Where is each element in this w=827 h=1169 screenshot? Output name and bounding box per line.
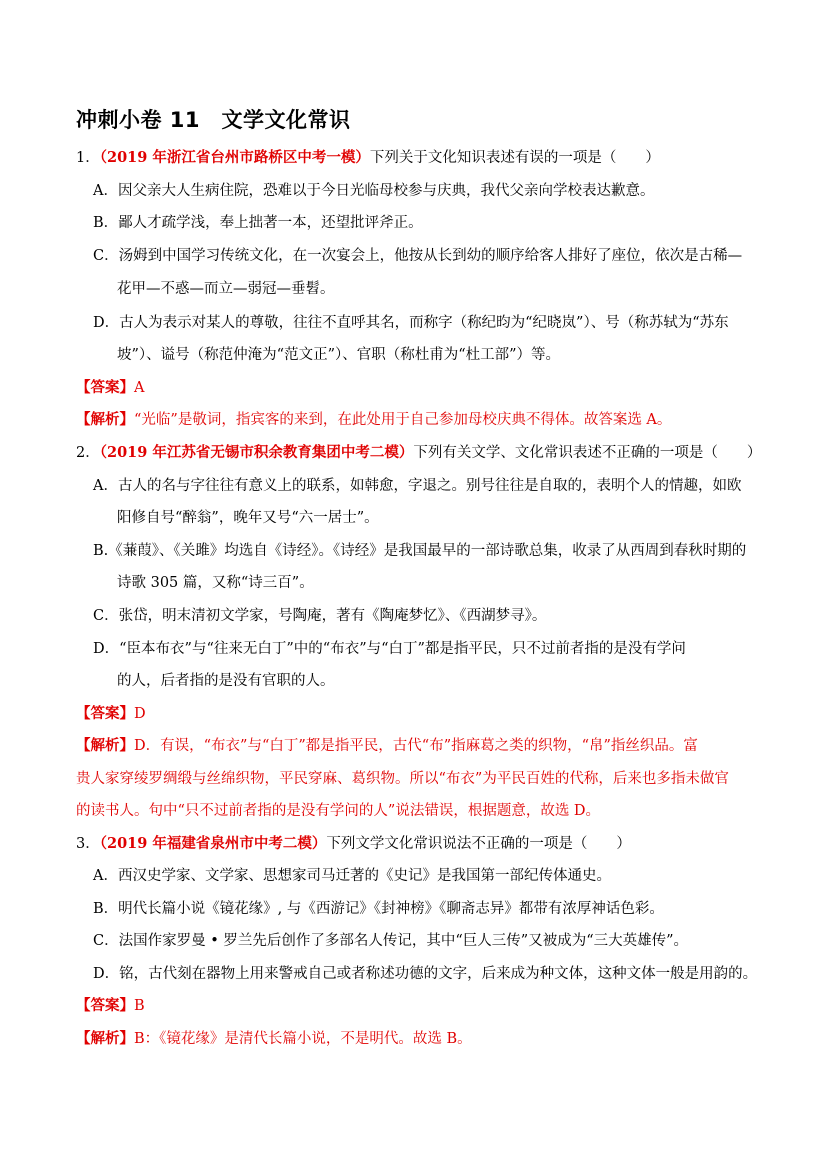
answer-line (76, 704, 146, 724)
option-d: D．“臣本布衣”与“往来无白丁”中的“布衣”与“白丁”都是指平民，只不过前者指的是没有学问 (93, 641, 686, 657)
answer-value: B (134, 998, 145, 1014)
option-c: C．汤姆到中国学习传统文化，在一次宴会上，他按从长到幼的顺序给客人排好了座位，依次是古稀— (93, 248, 743, 264)
option-a-continued: 阳修自号“醉翁”，晚年又号“六一居士”。 (117, 510, 379, 526)
answer-line (76, 996, 145, 1016)
option-a: A．古人的名与字往往有意义上的联系，如韩愈，字退之。别号往往是自取的，表明个人的情趣，如欧 (93, 478, 742, 494)
option-d: D．古人为表示对某人的尊敬，往往不直呼其名，而称字（称纪昀为“纪晓岚”）、号（称苏轼为“苏东 (93, 315, 729, 331)
analysis-line-2: 贵人家穿绫罗绸缎与丝绵织物，平民穿麻、葛织物。所以“布衣”为平民百姓的代称，后来也多指未做官 (76, 771, 729, 787)
analysis-line (76, 736, 698, 756)
analysis-label: 【解析】 (76, 737, 134, 754)
question-text: 下列有关文学、文化常识表述不正确的一项是（ ） (413, 445, 762, 461)
option-a: A．西汉史学家、文学家、思想家司马迁著的《史记》是我国第一部纪传体通史。 (93, 868, 611, 884)
question-3-stem (76, 834, 631, 854)
question-number: 2． (76, 445, 100, 461)
question-text: 下列文学文化常识说法不正确的一项是（ ） (326, 836, 631, 852)
question-number: 3． (76, 836, 100, 852)
question-source: （2019 年浙江省台州市路桥区中考一模） (99, 149, 370, 166)
analysis-text: “光临”是敬词，指宾客的来到，在此处用于自己参加母校庆典不得体。故答案选 A。 (134, 412, 672, 428)
analysis-line (76, 1029, 472, 1049)
analysis-line-3: 的读书人。句中“只不过前者指的是没有学问的人”说法错误，根据题意，故选 D。 (76, 803, 601, 819)
question-1-stem (76, 148, 660, 168)
question-number: 1． (76, 150, 100, 166)
answer-line (76, 378, 144, 398)
option-c-continued: 花甲—不惑—而立—弱冠—垂髫。 (117, 281, 335, 297)
option-d: D．铭，古代刻在器物上用来警戒自己或者称述功德的文字，后来成为种文体，这种文体一般是用韵的。 (93, 966, 758, 982)
answer-label: 【答案】 (76, 997, 134, 1014)
option-b: B．鄙人才疏学浅，奉上拙著一本，还望批评斧正。 (93, 215, 423, 231)
analysis-line (76, 410, 671, 430)
question-source: （2019 年福建省泉州市中考二模） (99, 835, 327, 852)
answer-value: D (134, 706, 146, 722)
option-b: B.《蒹葭》、《关雎》均选自《诗经》。《诗经》是我国最早的一部诗歌总集，收录了从西周到春秋时期的 (93, 543, 747, 559)
answer-label: 【答案】 (76, 379, 134, 396)
analysis-text: B：《镜花缘》是清代长篇小说，不是明代。故选 B。 (134, 1031, 472, 1047)
option-a: A．因父亲大人生病住院，恐难以于今日光临母校参与庆典，我代父亲向学校表达歉意。 (93, 183, 655, 199)
option-c: C．法国作家罗曼 • 罗兰先后创作了多部名人传记，其中“巨人三传”又被成为“三大英雄传”。 (93, 933, 689, 949)
question-text: 下列关于文化知识表述有误的一项是（ ） (369, 150, 660, 166)
analysis-label: 【解析】 (76, 1030, 134, 1047)
option-b-continued: 诗歌 305 篇，又称“诗三百”。 (117, 575, 314, 591)
option-d-continued: 的人，后者指的是没有官职的人。 (117, 673, 335, 689)
answer-label: 【答案】 (76, 705, 134, 722)
option-c: C．张岱，明末清初文学家，号陶庵，著有《陶庵梦忆》、《西湖梦寻》。 (93, 608, 547, 624)
answer-value: A (134, 380, 145, 396)
question-source: （2019 年江苏省无锡市积余教育集团中考二模） (99, 444, 414, 461)
option-d-continued: 坡”）、谥号（称范仲淹为“范文正”）、官职（称杜甫为“杜工部”）等。 (117, 347, 561, 363)
analysis-label: 【解析】 (76, 411, 134, 428)
analysis-text: D．有误，“布衣”与“白丁”都是指平民，古代“布”指麻葛之类的织物，“帛”指丝织品。富 (134, 738, 698, 754)
page-title: 冲刺小卷 11 文学文化常识 (76, 108, 351, 132)
question-2-stem (76, 443, 761, 463)
option-b: B．明代长篇小说《镜花缘》, 与《西游记》《封神榜》《聊斋志异》都带有浓厚神话色彩。 (93, 901, 664, 917)
